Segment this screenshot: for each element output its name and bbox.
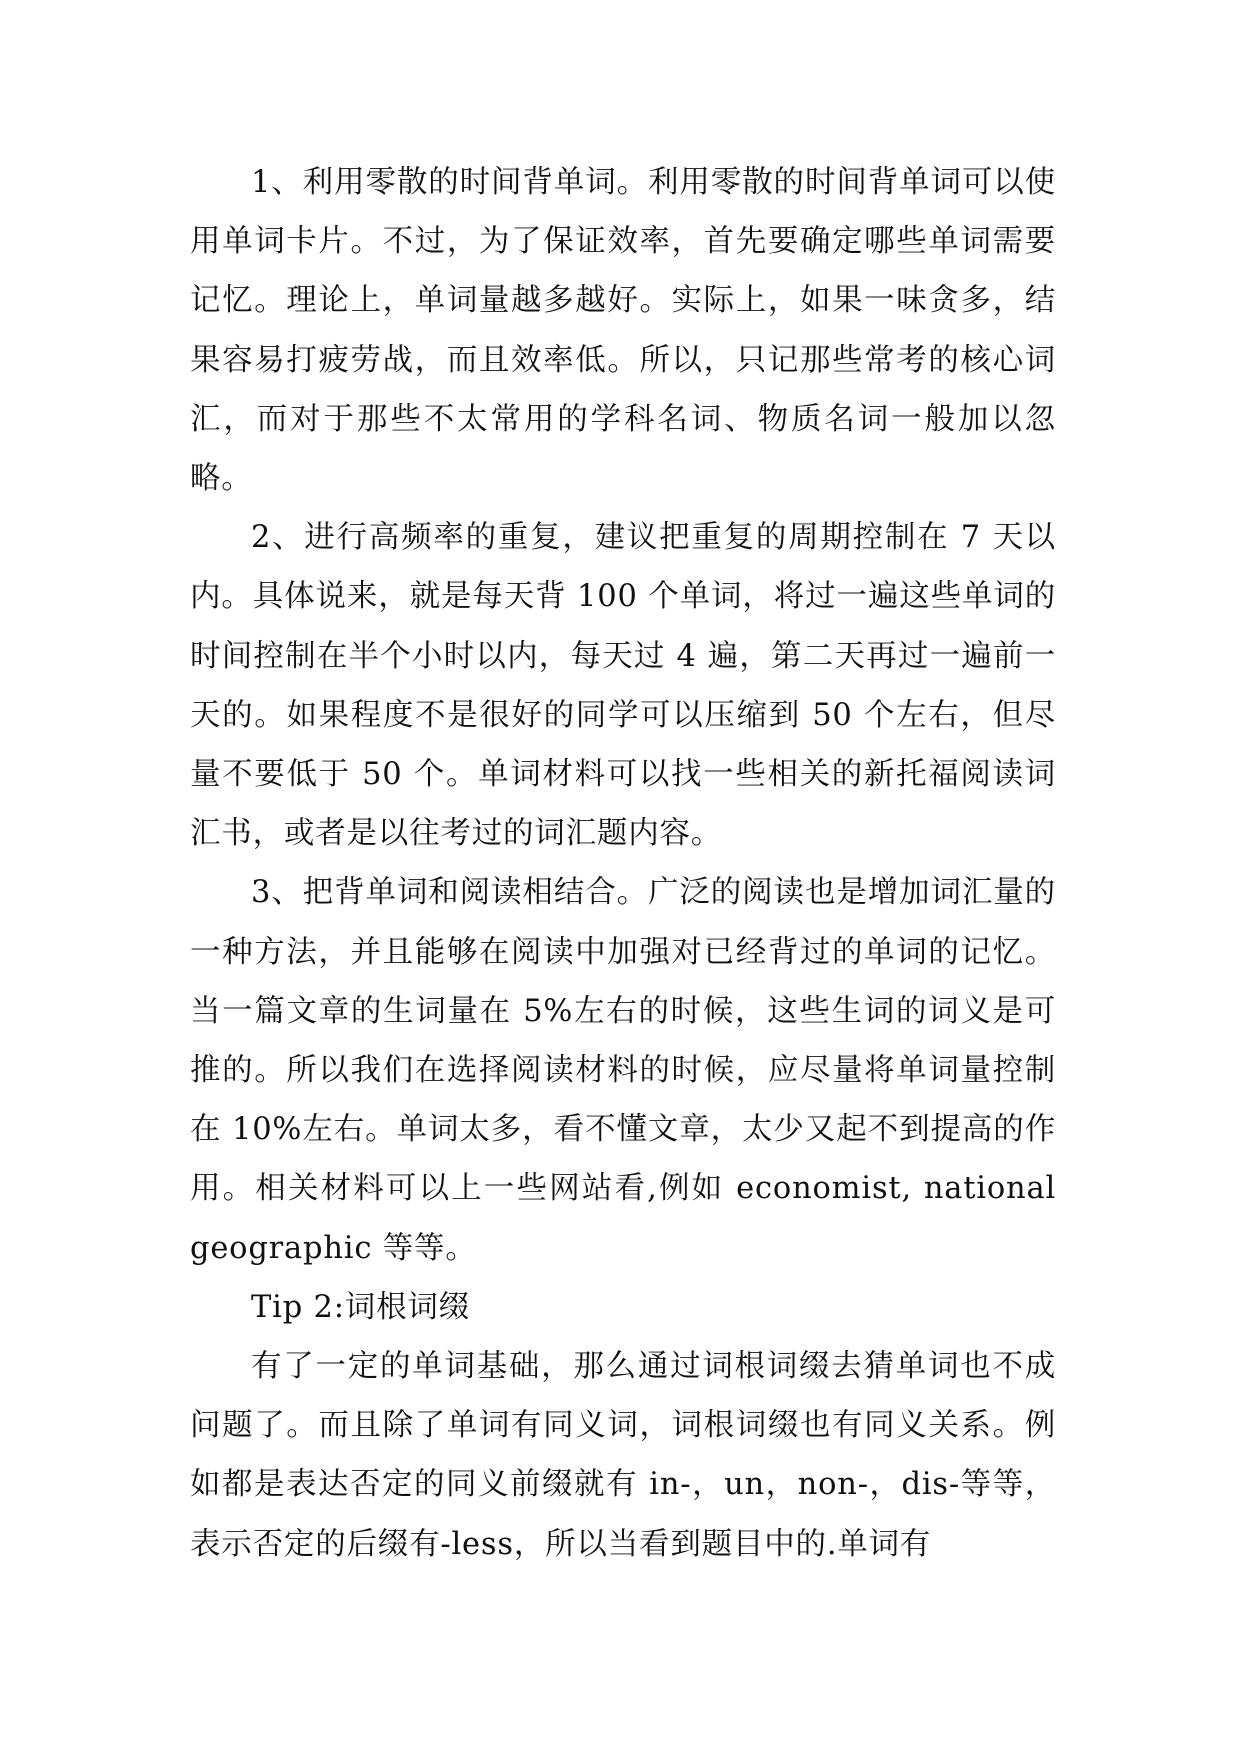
paragraph-tip-2: 2、进行高频率的重复，建议把重复的周期控制在 7 天以内。具体说来，就是每天背 100 个单词，将过一遍这些单词的时间控制在半个小时以内，每天过 4 遍，第二天再过一遍前一天的。如果程度不是很好的同学可以压缩到 50 个左右，但尽量不要低于 50 个。单词材料可以找一些相关的新托福阅读词汇书，或者是以往考过的词汇题内容。	[190, 520, 1056, 852]
document-body	[190, 153, 1056, 1574]
paragraph-tip-3: 3、把背单词和阅读相结合。广泛的阅读也是增加词汇量的一种方法，并且能够在阅读中加强对已经背过的单词的记忆。当一篇文章的生词量在 5%左右的时候，这些生词的词义是可推的。所以我们在选择阅读材料的时候，应尽量将单词量控制在 10%左右。单词太多，看不懂文章，太少又起不到提高的作用。相关材料可以上一些网站看,例如 economist, national geographic 等等。	[190, 875, 1056, 1266]
section-heading-tip2: Tip 2:词根词缀	[251, 1289, 470, 1325]
paragraph-roots-affixes: 有了一定的单词基础，那么通过词根词缀去猜单词也不成问题了。而且除了单词有同义词，词根词缀也有同义关系。例如都是表达否定的同义前缀就有 in-，un，non-，dis-等等，表示否定的后缀有-less，所以当看到题目中的.单词有	[190, 1349, 1056, 1562]
paragraph-tip-1: 1、利用零散的时间背单词。利用零散的时间背单词可以使用单词卡片。不过，为了保证效率，首先要确定哪些单词需要记忆。理论上，单词量越多越好。实际上，如果一味贪多，结果容易打疲劳战，而且效率低。所以，只记那些常考的核心词汇，而对于那些不太常用的学科名词、物质名词一般加以忽略。	[190, 165, 1056, 497]
